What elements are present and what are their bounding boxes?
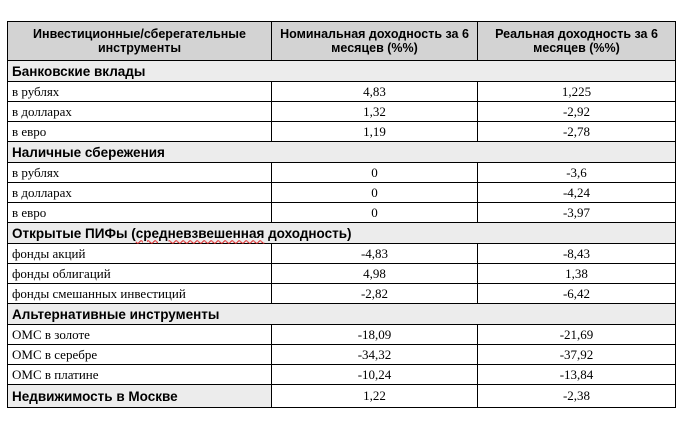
nominal-return-value: -4,83	[272, 244, 478, 264]
nominal-return-value: -2,82	[272, 284, 478, 304]
nominal-return-value: 0	[272, 163, 478, 183]
instrument-label: фонды смешанных инвестиций	[8, 284, 272, 304]
instrument-label: фонды акций	[8, 244, 272, 264]
real-return-value: -2,92	[478, 102, 676, 122]
table-row	[8, 244, 676, 264]
table-row-realestate	[8, 385, 676, 408]
table-row	[8, 163, 676, 183]
table-row	[8, 264, 676, 284]
nominal-return-value: 4,83	[272, 82, 478, 102]
section-header-row	[8, 142, 676, 163]
table-header-row	[8, 22, 676, 61]
real-return-value: -2,38	[478, 385, 676, 408]
nominal-return-value: -34,32	[272, 345, 478, 365]
real-return-value: -13,84	[478, 365, 676, 385]
table-row	[8, 325, 676, 345]
instrument-label: ОМС в серебре	[8, 345, 272, 365]
section-title	[8, 142, 676, 163]
instrument-label: в евро	[8, 122, 272, 142]
table-row	[8, 203, 676, 223]
instrument-label: в рублях	[8, 163, 272, 183]
header-instruments: Инвестиционные/сберегательные инструменты	[8, 22, 272, 61]
section-title	[8, 304, 676, 325]
section-header-row	[8, 304, 676, 325]
nominal-return-value: 0	[272, 183, 478, 203]
real-return-value: -2,78	[478, 122, 676, 142]
table-row	[8, 102, 676, 122]
real-return-value: -21,69	[478, 325, 676, 345]
table-row	[8, 284, 676, 304]
nominal-return-value: -10,24	[272, 365, 478, 385]
instrument-label: Недвижимость в Москве	[8, 385, 272, 408]
instrument-label: в рублях	[8, 82, 272, 102]
section-title-text: Открытые ПИФы (	[12, 225, 136, 241]
real-return-value: -37,92	[478, 345, 676, 365]
real-return-value: -8,43	[478, 244, 676, 264]
real-return-value: 1,225	[478, 82, 676, 102]
real-return-value: -6,42	[478, 284, 676, 304]
section-title-text: Альтернативные инструменты	[12, 306, 220, 322]
section-title	[8, 61, 676, 82]
section-title-text-end: доходность)	[264, 225, 352, 241]
table-row	[8, 82, 676, 102]
section-title-text: Наличные сбережения	[12, 144, 165, 160]
instrument-label: ОМС в платине	[8, 365, 272, 385]
nominal-return-value: 1,22	[272, 385, 478, 408]
header-real-return: Реальная доходность за 6 месяцев (%%)	[478, 22, 676, 61]
real-return-value: -4,24	[478, 183, 676, 203]
nominal-return-value: -18,09	[272, 325, 478, 345]
section-title	[8, 223, 676, 244]
table-row	[8, 183, 676, 203]
returns-table	[7, 21, 676, 408]
instrument-label: в долларах	[8, 102, 272, 122]
instrument-label: фонды облигаций	[8, 264, 272, 284]
instrument-label: в евро	[8, 203, 272, 223]
table-row	[8, 122, 676, 142]
spellcheck-underlined-text: средневзвешенная	[135, 225, 265, 241]
real-return-value: -3,6	[478, 163, 676, 183]
real-return-value: 1,38	[478, 264, 676, 284]
real-return-value: -3,97	[478, 203, 676, 223]
instrument-label: в долларах	[8, 183, 272, 203]
nominal-return-value: 1,32	[272, 102, 478, 122]
nominal-return-value: 4,98	[272, 264, 478, 284]
section-title-text: Банковские вклады	[12, 63, 146, 79]
nominal-return-value: 0	[272, 203, 478, 223]
table-row	[8, 345, 676, 365]
table-row	[8, 365, 676, 385]
header-nominal-return: Номинальная доходность за 6 месяцев (%%)	[272, 22, 478, 61]
nominal-return-value: 1,19	[272, 122, 478, 142]
instrument-label: ОМС в золоте	[8, 325, 272, 345]
section-header-row	[8, 61, 676, 82]
section-header-row	[8, 223, 676, 244]
